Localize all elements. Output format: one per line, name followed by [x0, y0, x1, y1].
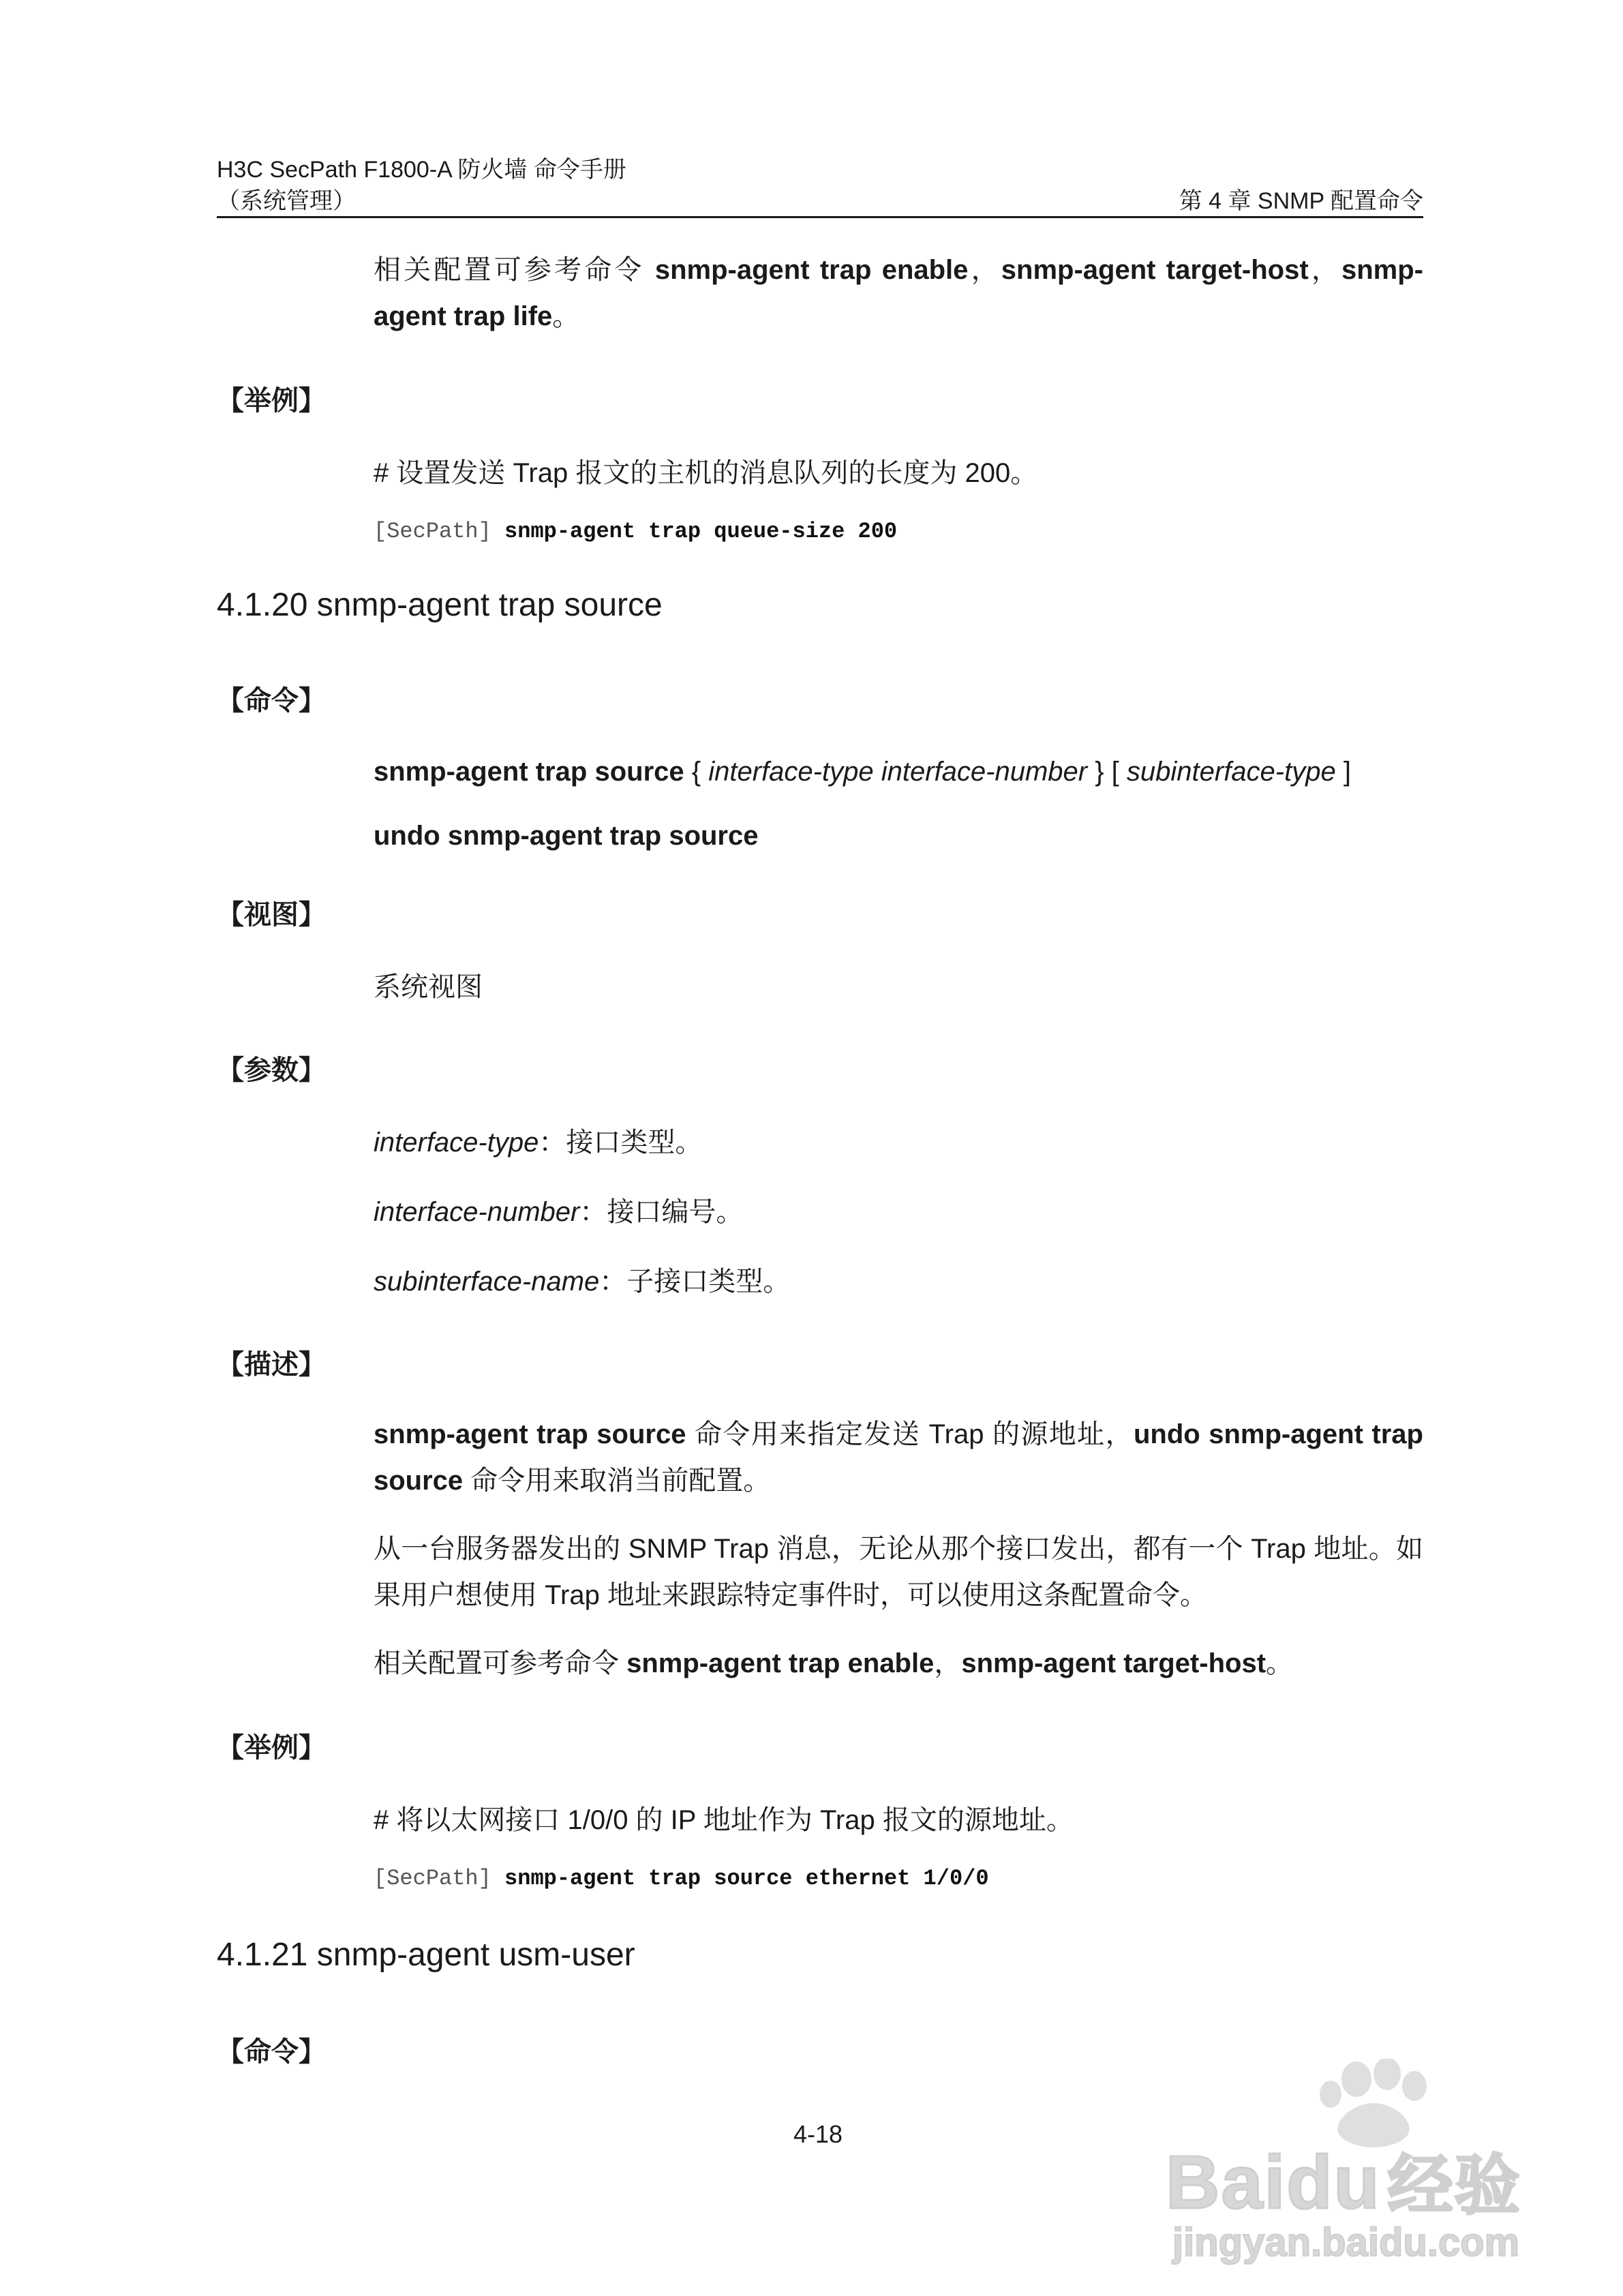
param-item [374, 1119, 1423, 1166]
param-name: subinterface-name [374, 1267, 600, 1297]
code-prompt: [SecPath] [374, 519, 491, 544]
desc-text: 命令用来指定发送 Trap 的源地址， [686, 1419, 1134, 1449]
desc-cmd: snmp-agent trap source [374, 1419, 686, 1449]
header-title: H3C SecPath F1800-A 防火墙 命令手册 [217, 157, 626, 183]
example-desc: # 设置发送 Trap 报文的主机的消息队列的长度为 200。 [374, 458, 1038, 488]
period: 。 [552, 301, 580, 331]
example-code [374, 517, 897, 547]
related-prefix: 相关配置可参考命令 [374, 255, 655, 285]
separator: ， [934, 1648, 962, 1678]
command-syntax [374, 749, 1423, 795]
header-rule [217, 216, 1423, 218]
command-arg: subinterface-type [1126, 757, 1336, 787]
page-number: 4-18 [793, 2120, 843, 2148]
example-desc: # 将以太网接口 1/0/0 的 IP 地址作为 Trap 报文的源地址。 [374, 1805, 1074, 1835]
related-commands-para [374, 247, 1423, 339]
header-chapter: 第 4 章 SNMP 配置命令 [1179, 188, 1423, 214]
view-label: 【视图】 [217, 900, 326, 930]
section-title: 4.1.21 snmp-agent usm-user [217, 1937, 635, 1973]
code-command: snmp-agent trap source ethernet 1/0/0 [491, 1866, 989, 1891]
param-item [374, 1189, 1423, 1235]
code-prompt: [SecPath] [374, 1866, 491, 1891]
section-title: 4.1.20 snmp-agent trap source [217, 587, 663, 623]
command-keyword: snmp-agent trap source [374, 757, 684, 787]
param-name: interface-number [374, 1197, 580, 1227]
param-name: interface-type [374, 1128, 539, 1158]
watermark-url: jingyan.baidu.com [1172, 2220, 1520, 2265]
undo-command: undo snmp-agent trap source [374, 821, 759, 851]
param-item [374, 1258, 1423, 1305]
desc-text: 命令用来取消当前配置。 [463, 1466, 771, 1496]
watermark-brand-part: du [1286, 2141, 1381, 2224]
desc-para-2: 从一台服务器发出的 SNMP Trap 消息，无论从那个接口发出，都有一个 Trap 地址。如果用户想使用 Trap 地址来跟踪特定事件时，可以使用这条配置命令。 [374, 1534, 1423, 1610]
period: 。 [1266, 1648, 1294, 1678]
brace: } [ [1087, 757, 1127, 787]
related-cmd: snmp-agent target-host [1001, 255, 1309, 285]
example-code [374, 1864, 989, 1894]
param-desc: ：接口编号。 [579, 1197, 744, 1227]
params-label: 【参数】 [217, 1055, 326, 1085]
bracket: ] [1335, 757, 1351, 787]
param-desc: ：子接口类型。 [599, 1267, 791, 1297]
separator: ， [968, 255, 1001, 285]
example-label: 【举例】 [217, 1733, 326, 1763]
brace: { [684, 757, 709, 787]
param-desc: ：接口类型。 [539, 1128, 703, 1158]
related-cmd: snmp-agent trap enable [654, 255, 969, 285]
separator: ， [1308, 255, 1341, 285]
command-arg: interface-type interface-number [708, 757, 1088, 787]
watermark-brand [1166, 2134, 1521, 2227]
header-subtitle: （系统管理） [217, 188, 356, 214]
desc-text: 相关配置可参考命令 [374, 1648, 627, 1678]
desc-cmd: snmp-agent target-host [961, 1648, 1266, 1678]
desc-cmd: snmp-agent trap enable [626, 1648, 935, 1678]
command-label: 【命令】 [217, 2037, 326, 2067]
desc-para-3 [374, 1640, 1423, 1687]
watermark-brand-cn: 经验 [1387, 2149, 1521, 2222]
desc-label: 【描述】 [217, 1350, 326, 1380]
command-label: 【命令】 [217, 686, 326, 716]
view-value: 系统视图 [374, 972, 483, 1002]
code-command: snmp-agent trap queue-size 200 [491, 519, 898, 544]
related-cmd: snmp-agent trap life [374, 255, 1423, 331]
desc-cmd: undo snmp-agent trap source [374, 1419, 1423, 1496]
desc-para-1 [374, 1411, 1423, 1504]
watermark-brand-part: Bai [1166, 2141, 1287, 2224]
baidu-watermark [1152, 2059, 1561, 2277]
example-label: 【举例】 [217, 386, 326, 416]
